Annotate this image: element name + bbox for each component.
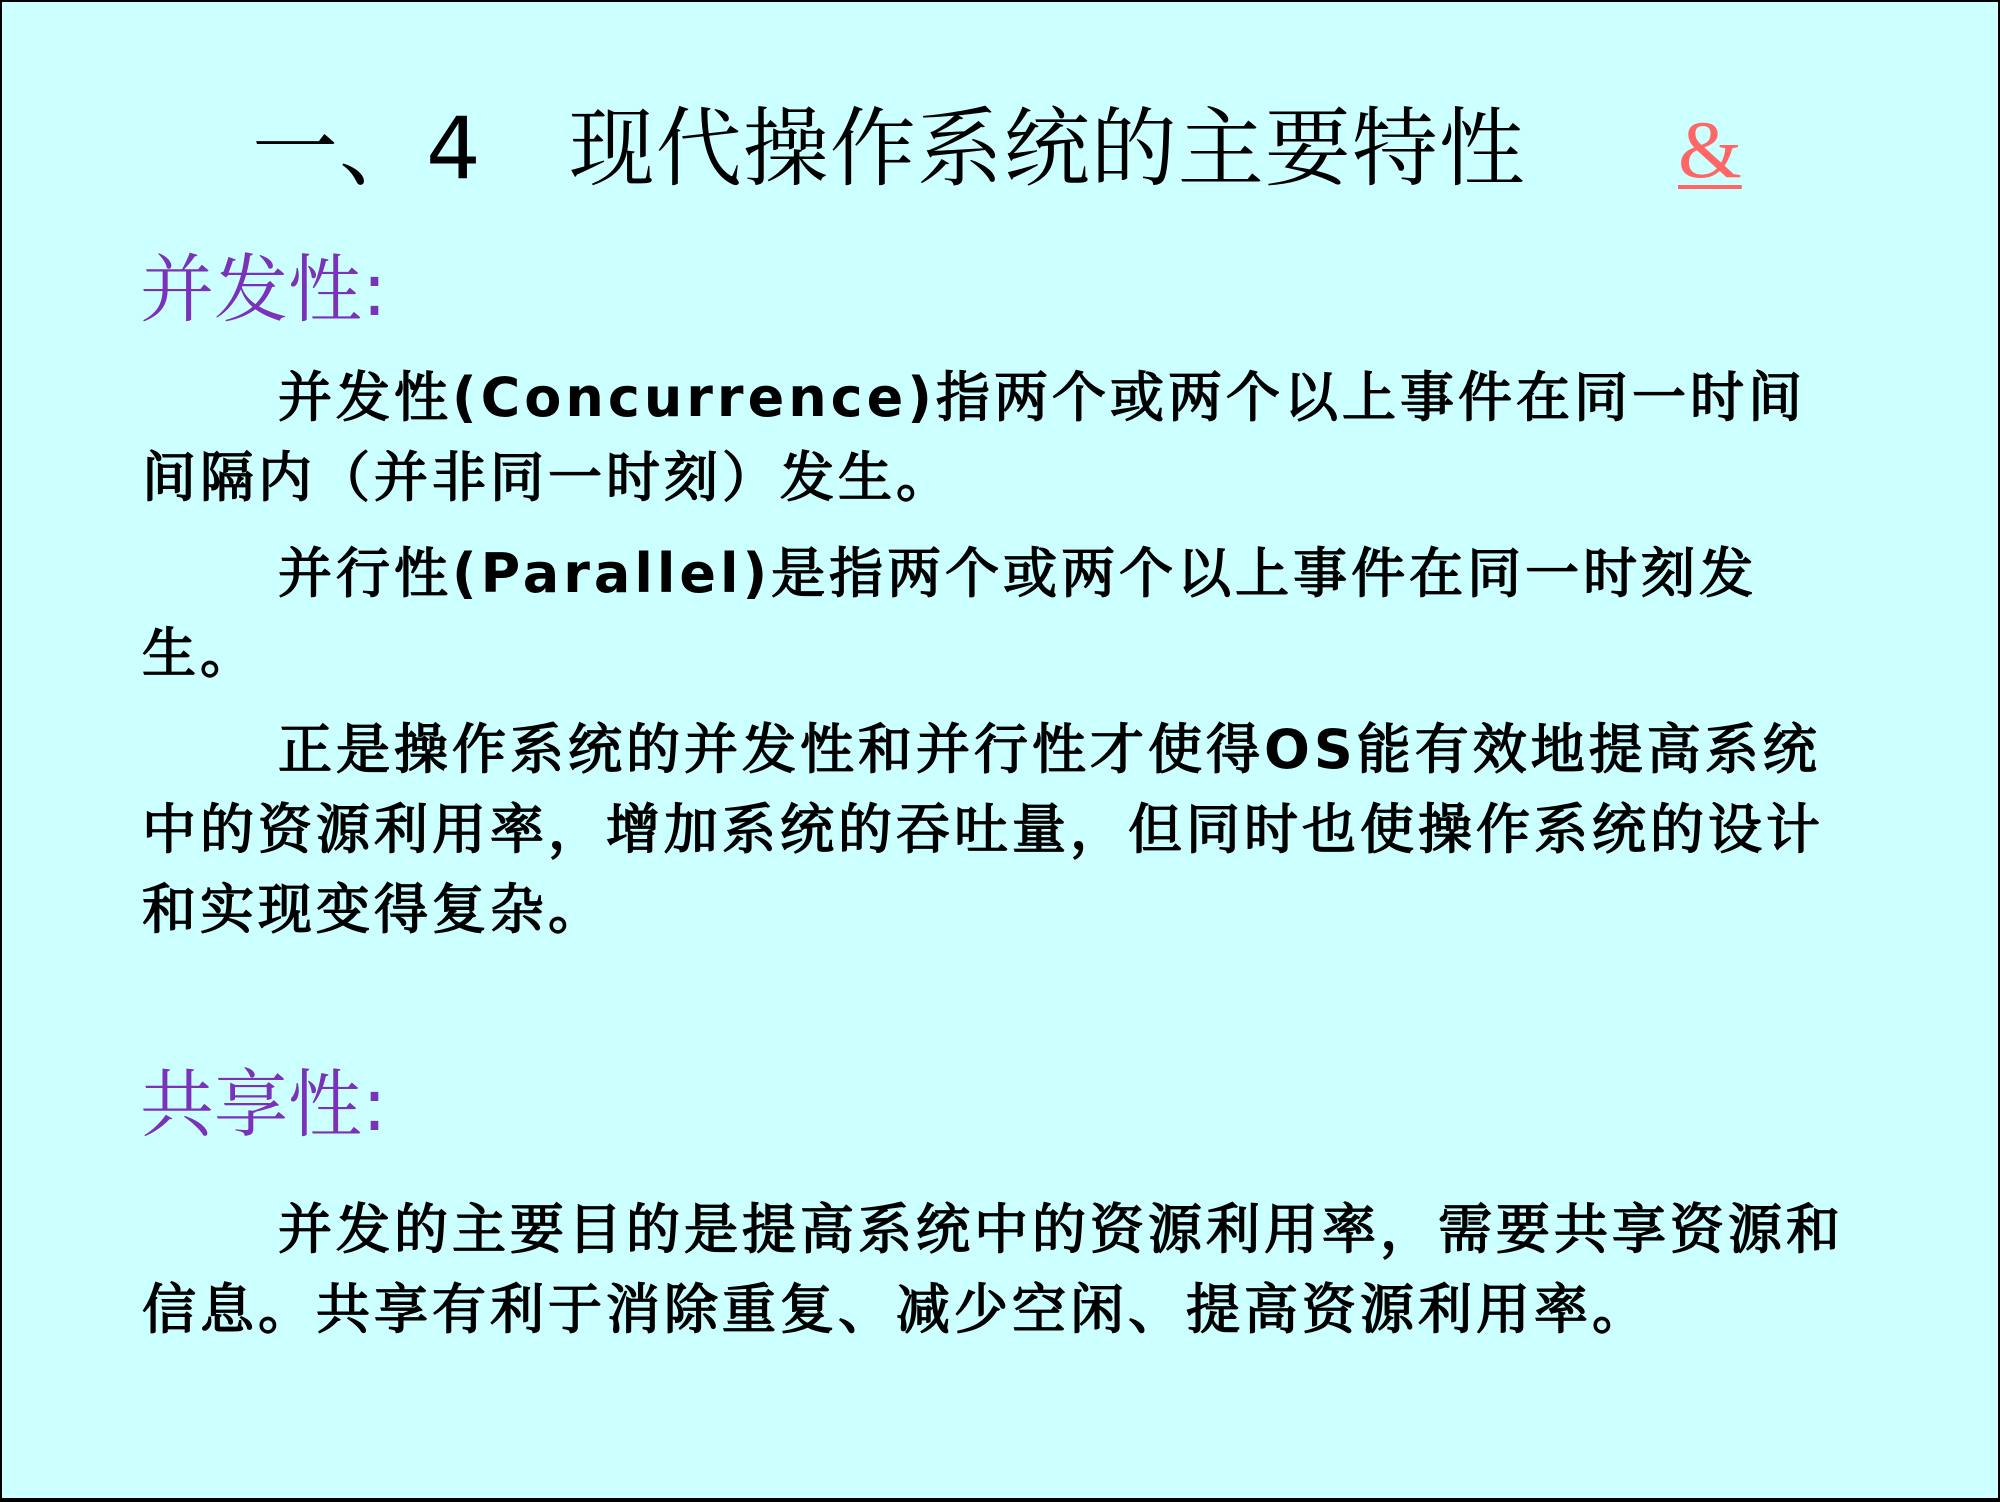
paragraph-concurrence: 并发性(Concurrence)指两个或两个以上事件在同一时间间隔内（并非同一时刻）发生。	[142, 366, 1806, 509]
section-heading-concurrency: 并发性:	[140, 247, 387, 333]
slide-title: 一、4 现代操作系统的主要特性	[252, 99, 1526, 199]
paragraph-sharing: 并发的主要目的是提高系统中的资源利用率，需要共享资源和信息。共享有利于消除重复、减少空闲、提高资源利用率。	[142, 1198, 1844, 1341]
paragraph-parallel: 并行性(Parallel)是指两个或两个以上事件在同一时刻发生。	[142, 542, 1758, 685]
ampersand-link[interactable]: &	[1678, 104, 1742, 195]
paragraph-concurrency-effect: 正是操作系统的并发性和并行性才使得OS能有效地提高系统中的资源利用率，增加系统的吞吐量，但同时也使操作系统的设计和实现变得复杂。	[142, 718, 1824, 941]
section-heading-sharing: 共享性:	[140, 1062, 387, 1148]
slide	[2, 2, 1998, 1498]
